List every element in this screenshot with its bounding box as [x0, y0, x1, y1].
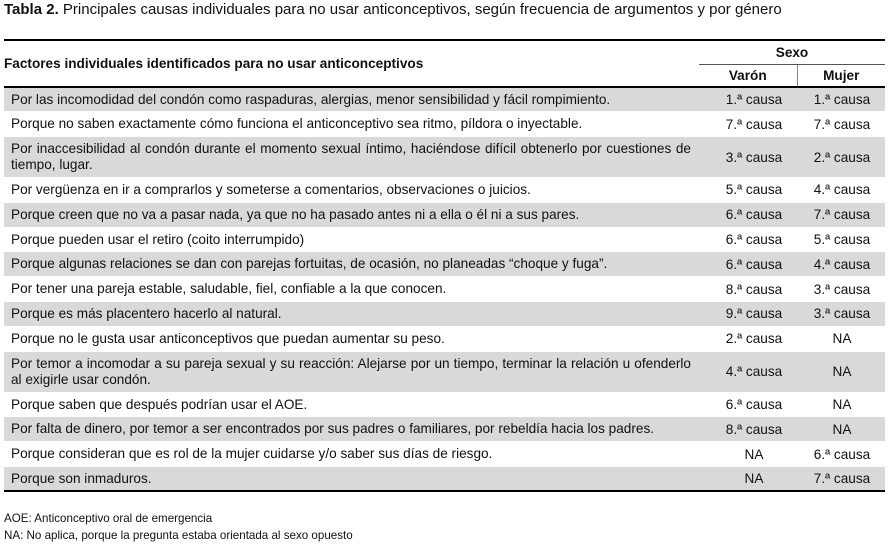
table-row [4, 227, 885, 252]
factor-cell: Por tener una pareja estable, saludable, fiel, confiable a la que conocen. [4, 277, 699, 302]
header-varon: Varón [699, 64, 797, 87]
mujer-rank-cell: 4.ª causa [797, 252, 885, 277]
table-row [4, 87, 885, 112]
factor-cell: Porque no le gusta usar anticonceptivos que puedan aumentar su peso. [4, 326, 699, 351]
varon-rank-cell: 4.ª causa [699, 351, 797, 392]
table-row [4, 467, 885, 492]
factor-cell: Por temor a incomodar a su pareja sexual y su reacción: Alejarse por un tiempo, terminar la relación u ofenderlo al exigirle usar condón. [4, 351, 699, 392]
table-row [4, 202, 885, 227]
table-row [4, 252, 885, 277]
table-caption-label: Tabla 2. [4, 1, 59, 18]
table-caption-text: Principales causas individuales para no usar anticonceptivos, según frecuencia de argumentos y por género [58, 1, 782, 18]
header-sexo: Sexo [699, 40, 885, 64]
factor-cell: Porque algunas relaciones se dan con parejas fortuitas, de ocasión, no planeadas “choque y fuga”. [4, 252, 699, 277]
table-row [4, 178, 885, 203]
mujer-rank-cell: 6.ª causa [797, 442, 885, 467]
mujer-rank-cell: 3.ª causa [797, 302, 885, 327]
table-notes [4, 510, 353, 544]
mujer-rank-cell: 4.ª causa [797, 178, 885, 203]
factor-cell: Porque es más placentero hacerlo al natural. [4, 302, 699, 327]
varon-rank-cell: NA [699, 442, 797, 467]
varon-rank-cell: 9.ª causa [699, 302, 797, 327]
table-row [4, 112, 885, 137]
varon-rank-cell: 6.ª causa [699, 202, 797, 227]
table-caption [4, 1, 782, 19]
mujer-rank-cell: 7.ª causa [797, 112, 885, 137]
factor-cell: Porque creen que no va a pasar nada, ya que no ha pasado antes ni a ella o él ni a sus pares. [4, 202, 699, 227]
factor-cell: Porque son inmaduros. [4, 467, 699, 492]
varon-rank-cell: 7.ª causa [699, 112, 797, 137]
header-mujer: Mujer [797, 64, 885, 87]
mujer-rank-cell: 3.ª causa [797, 277, 885, 302]
causes-table [4, 39, 885, 492]
factor-cell: Por inaccesibilidad al condón durante el momento sexual íntimo, haciéndose difícil obtenerlo por cuestiones de tiempo, lugar. [4, 137, 699, 178]
table-row [4, 302, 885, 327]
table-row [4, 442, 885, 467]
varon-rank-cell: 6.ª causa [699, 252, 797, 277]
factor-cell: Porque pueden usar el retiro (coito interrumpido) [4, 227, 699, 252]
mujer-rank-cell: NA [797, 326, 885, 351]
table-row [4, 277, 885, 302]
factor-cell: Por falta de dinero, por temor a ser encontrados por sus padres o familiares, por rebeldía hacia los padres. [4, 417, 699, 442]
factor-cell: Porque consideran que es rol de la mujer cuidarse y/o saber sus días de riesgo. [4, 442, 699, 467]
mujer-rank-cell: 2.ª causa [797, 137, 885, 178]
note-aoe: AOE: Anticonceptivo oral de emergencia [4, 512, 213, 525]
table-row [4, 392, 885, 417]
factor-cell: Por vergüenza en ir a comprarlos y someterse a comentarios, observaciones o juicios. [4, 178, 699, 203]
varon-rank-cell: 6.ª causa [699, 227, 797, 252]
varon-rank-cell: 2.ª causa [699, 326, 797, 351]
note-na: NA: No aplica, porque la pregunta estaba orientada al sexo opuesto [4, 529, 353, 542]
varon-rank-cell: 8.ª causa [699, 277, 797, 302]
mujer-rank-cell: 7.ª causa [797, 467, 885, 492]
factor-cell: Porque no saben exactamente cómo funciona el anticonceptivo sea ritmo, píldora o inyectable. [4, 112, 699, 137]
header-factor: Factores individuales identificados para no usar anticonceptivos [4, 40, 699, 87]
mujer-rank-cell: 7.ª causa [797, 202, 885, 227]
mujer-rank-cell: NA [797, 417, 885, 442]
factor-cell: Por las incomodidad del condón como raspaduras, alergias, menor sensibilidad y fácil rompimiento. [4, 87, 699, 112]
table-row [4, 326, 885, 351]
mujer-rank-cell: 1.ª causa [797, 87, 885, 112]
mujer-rank-cell: NA [797, 392, 885, 417]
mujer-rank-cell: NA [797, 351, 885, 392]
table-row [4, 351, 885, 392]
table-row [4, 417, 885, 442]
factor-cell: Porque saben que después podrían usar el AOE. [4, 392, 699, 417]
table-row [4, 137, 885, 178]
varon-rank-cell: 5.ª causa [699, 178, 797, 203]
varon-rank-cell: 3.ª causa [699, 137, 797, 178]
varon-rank-cell: 1.ª causa [699, 87, 797, 112]
mujer-rank-cell: 5.ª causa [797, 227, 885, 252]
table-body [4, 87, 885, 491]
varon-rank-cell: 6.ª causa [699, 392, 797, 417]
varon-rank-cell: 8.ª causa [699, 417, 797, 442]
varon-rank-cell: NA [699, 467, 797, 492]
